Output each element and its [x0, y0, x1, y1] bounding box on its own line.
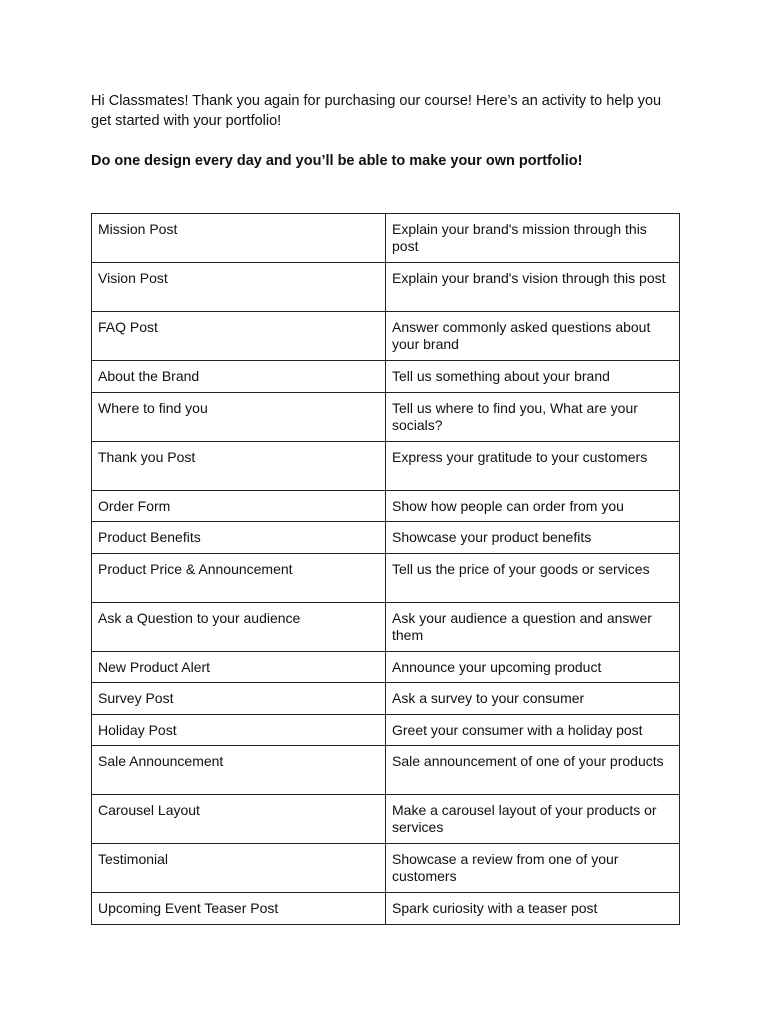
table-row — [92, 490, 680, 522]
activity-description: Showcase a review from one of your customers — [386, 844, 680, 893]
table-row — [92, 795, 680, 844]
activity-title: Survey Post — [92, 683, 386, 715]
table-row — [92, 844, 680, 893]
table-row — [92, 263, 680, 312]
activity-title: About the Brand — [92, 361, 386, 393]
table-row — [92, 392, 680, 441]
table-row — [92, 651, 680, 683]
activity-title: Product Benefits — [92, 522, 386, 554]
activity-title: Ask a Question to your audience — [92, 602, 386, 651]
activity-description: Tell us the price of your goods or services — [386, 553, 680, 602]
activity-description: Ask your audience a question and answer them — [386, 602, 680, 651]
table-row — [92, 553, 680, 602]
activity-title: Carousel Layout — [92, 795, 386, 844]
activity-description: Explain your brand's mission through this post — [386, 214, 680, 263]
activity-description: Explain your brand's vision through this post — [386, 263, 680, 312]
activity-description: Greet your consumer with a holiday post — [386, 714, 680, 746]
table-row — [92, 746, 680, 795]
activity-title: Product Price & Announcement — [92, 553, 386, 602]
activity-description: Tell us something about your brand — [386, 361, 680, 393]
activity-table — [91, 213, 680, 925]
table-row — [92, 893, 680, 925]
activity-description: Announce your upcoming product — [386, 651, 680, 683]
activity-title: Sale Announcement — [92, 746, 386, 795]
activity-description: Showcase your product benefits — [386, 522, 680, 554]
activity-title: Thank you Post — [92, 441, 386, 490]
activity-title: Order Form — [92, 490, 386, 522]
activity-description: Answer commonly asked questions about your brand — [386, 312, 680, 361]
activity-title: Vision Post — [92, 263, 386, 312]
activity-title: Where to find you — [92, 392, 386, 441]
activity-description: Show how people can order from you — [386, 490, 680, 522]
activity-description: Express your gratitude to your customers — [386, 441, 680, 490]
activity-description: Ask a survey to your consumer — [386, 683, 680, 715]
table-row — [92, 214, 680, 263]
activity-description: Tell us where to find you, What are your socials? — [386, 392, 680, 441]
table-row — [92, 602, 680, 651]
table-row — [92, 714, 680, 746]
intro-paragraph: Hi Classmates! Thank you again for purchasing our course! Here’s an activity to help you get started with your portfolio! — [91, 93, 662, 129]
activity-description: Sale announcement of one of your products — [386, 746, 680, 795]
activity-title: New Product Alert — [92, 651, 386, 683]
activity-description: Make a carousel layout of your products or services — [386, 795, 680, 844]
headline: Do one design every day and you’ll be able to make your own portfolio! — [91, 153, 583, 169]
table-row — [92, 522, 680, 554]
activity-title: Testimonial — [92, 844, 386, 893]
activity-title: Holiday Post — [92, 714, 386, 746]
activity-title: FAQ Post — [92, 312, 386, 361]
activity-title: Upcoming Event Teaser Post — [92, 893, 386, 925]
activity-title: Mission Post — [92, 214, 386, 263]
table-row — [92, 683, 680, 715]
table-row — [92, 312, 680, 361]
table-row — [92, 441, 680, 490]
table-row — [92, 361, 680, 393]
activity-description: Spark curiosity with a teaser post — [386, 893, 680, 925]
